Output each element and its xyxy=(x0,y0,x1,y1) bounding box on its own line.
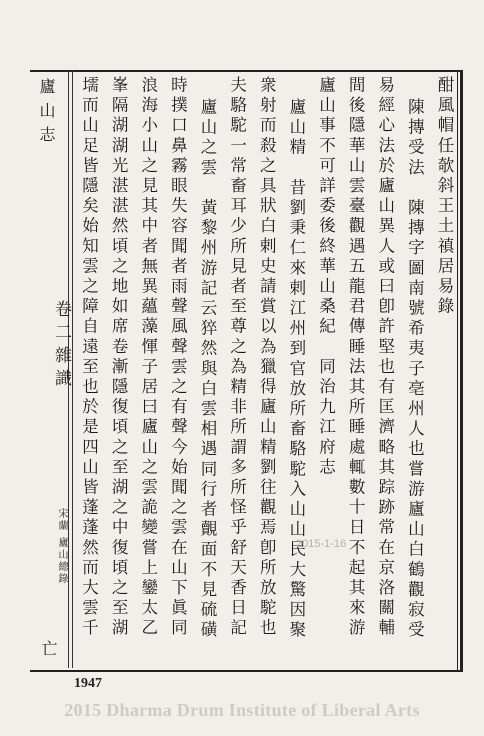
text-column: 酣風帽任欹斜王土禛居易錄 xyxy=(435,76,454,318)
frame-inner-rule xyxy=(457,72,458,670)
main-text-area xyxy=(80,76,452,664)
text-column: 峯隔湖湖光湛湛然頃之地如席卷漸隱復頃之至湖之中復頃之至湖 xyxy=(109,76,129,639)
margin-book-title: 廬山志 xyxy=(37,78,56,150)
text-column: 陳摶受法 陳摶字圖南號希夷子亳州人也嘗游廬山白鶴觀寂受 xyxy=(405,98,425,641)
text-column: 廬山精 昔劉秉仁來剌江州到官放所畜駱駝入山山民大驚因聚 xyxy=(286,98,306,641)
text-column: 間後隱華山雲臺觀遇五龍君傳睡法其所睡處輒數十日不起其來游 xyxy=(346,76,366,639)
margin-small-note: 宋蘭 廬山總錄 xyxy=(56,508,67,586)
text-column: 衆射而殺之具狀白剌史請賞以為獵得廬山精劉往觀焉卽所放駝也 xyxy=(257,76,277,639)
margin-volume-title: 卷二雜識 xyxy=(51,300,71,392)
date-stamp: 2015-1-16 xyxy=(296,538,347,550)
watermark: 2015 Dharma Drum Institute of Liberal Arts xyxy=(64,700,420,720)
margin-bracket: 亡 xyxy=(39,640,58,664)
text-column: 廬山事不可詳委後終華山桑紀 同治九江府志 xyxy=(316,76,336,478)
text-column: 廬山之雲 黃黎州游記云猝然與白雲相遇同行者覿面不見硫磺 xyxy=(198,98,217,641)
text-column: 易經心法於廬山異人或曰卽許堅也有匡濟略其踪跡常在京洛關輔 xyxy=(375,76,395,639)
text-column: 時撲口鼻霧眼失容聞者雨聲風聲雲之有聲今始聞之雲在山下眞同 xyxy=(168,76,188,639)
text-column: 壖而山足皆隱矣始知雲之障自遠至也於是四山皆蓬蓬然而大雲千 xyxy=(79,76,99,639)
spine-rule-inner xyxy=(72,70,73,668)
text-column: 浪海小山之見其中者無異蘊藻惲子居曰廬山之雲詭變嘗上鑾太乙 xyxy=(138,76,158,639)
text-column: 夫駱駝一常畜耳少所見者至尊之為精非所謂多所怪乎舒天香日記 xyxy=(227,76,247,639)
page-number: 1947 xyxy=(74,676,102,691)
